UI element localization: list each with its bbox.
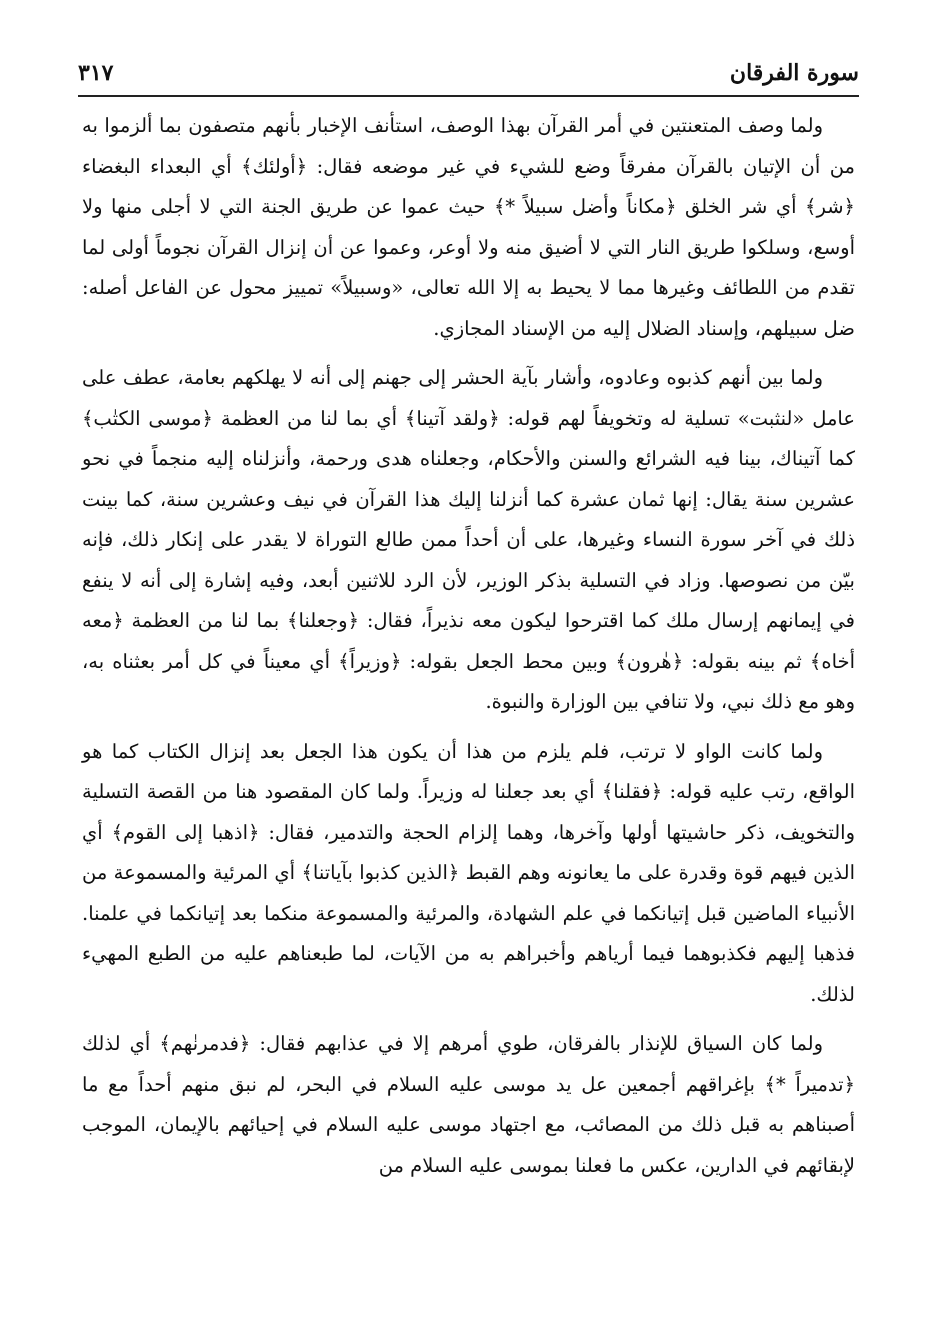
body-text bbox=[82, 106, 855, 1195]
paragraph-1: ولما وصف المتعنتين في أمر القرآن بهذا الوصف، استأنف الإخبار بأنهم متصفون بما ألزموا به من أن الإتيان بالقرآن مفرقاً وضع للشيء في غير موضعه فقال: ﴿أولئك﴾ أي البعداء البغضاء ﴿شر﴾ أي شر الخلق ﴿مكاناً وأضل سبيلاً *﴾ حيث عموا عن طريق الجنة التي لا أجلى منها ولا أوسع، وسلكوا طريق النار التي لا أضيق منه ولا أوعر، وعموا عن أن إنزال القرآن نجوماً أولى لما تقدم من اللطائف وغيرها مما لا يحيط به إلا الله تعالى، «وسبيلاً» تمييز محول عن الفاعل أصله: ضل سبيلهم، وإسناد الضلال إليه من الإسناد المجازي. bbox=[82, 114, 855, 340]
page-header bbox=[78, 58, 859, 92]
paragraph-2: ولما بين أنهم كذبوه وعادوه، وأشار بآية الحشر إلى جهنم إلى أنه لا يهلكهم بعامة، عطف على عامل «لنثبت» تسلية له وتخويفاً لهم قوله: ﴿ولقد آتينا﴾ أي بما لنا من العظمة ﴿موسى الكتٰب﴾ كما آتيناك، بينا فيه الشرائع والسنن والأحكام، وجعلناه هدى ورحمة، وأنزلناه إليه منجماً في نحو عشرين سنة يقال: إنها ثمان عشرة كما أنزلنا إليك هذا القرآن في نيف وعشرين سنة، كما بينت ذلك في آخر سورة النساء وغيرها، على أن أحداً ممن طالع التوراة لا يقدر على إنكار ذلك، فإنه بيّن من نصوصها. وزاد في التسلية بذكر الوزير، لأن الرد للاثنين أبعد، وفيه إشارة إلى أنه لا ينفع في إيمانهم إرسال ملك كما اقترحوا ليكون معه نذيراً، فقال: ﴿وجعلنا﴾ بما لنا من العظمة ﴿معه أخاه﴾ ثم بينه بقوله: ﴿هٰرون﴾ وبين محط الجعل بقوله: ﴿وزيراً﴾ أي معيناً في كل أمر بعثناه به، وهو مع ذلك نبي، ولا تنافي بين الوزارة والنبوة. bbox=[82, 366, 855, 713]
page-number: ٣١٧ bbox=[78, 60, 114, 86]
running-title: سورة الفرقان bbox=[729, 60, 859, 86]
header-divider bbox=[78, 95, 859, 97]
paragraph-3: ولما كانت الواو لا ترتب، فلم يلزم من هذا أن يكون هذا الجعل بعد إنزال الكتاب كما هو الواقع، رتب عليه قوله: ﴿فقلنا﴾ أي بعد جعلنا له وزيراً. ولما كان المقصود هنا من القصة التسلية والتخويف، ذكر حاشيتها أولها وآخرها، وهما إلزام الحجة والتدمير، فقال: ﴿اذهبا إلى القوم﴾ أي الذين فيهم قوة وقدرة على ما يعانونه وهم القبط ﴿الذين كذبوا بآياتنا﴾ أي المرئية والمسموعة من الأنبياء الماضين قبل إتيانكما في علم الشهادة، والمرئية والمسموعة منكما بعد إتيانكما في علمنا. فذهبا إليهم فكذبوهما فيما أرياهم وأخبراهم به من الآيات، لما طبعناهم عليه من الطبع المهيء لذلك. bbox=[82, 739, 855, 1006]
paragraph-4: ولما كان السياق للإنذار بالفرقان، طوي أمرهم إلا في عذابهم فقال: ﴿فدمرنٰهم﴾ أي لذلك ﴿تدميراً *﴾ بإغراقهم أجمعين عل يد موسى عليه السلام في البحر، لم نبق منهم أحداً مع ما أصبناهم به قبل ذلك من المصائب، مع اجتهاد موسى عليه السلام في إحيائهم بالإيمان، الموجب لإبقائهم في الدارين، عكس ما فعلنا بموسى عليه السلام من bbox=[82, 1032, 855, 1177]
